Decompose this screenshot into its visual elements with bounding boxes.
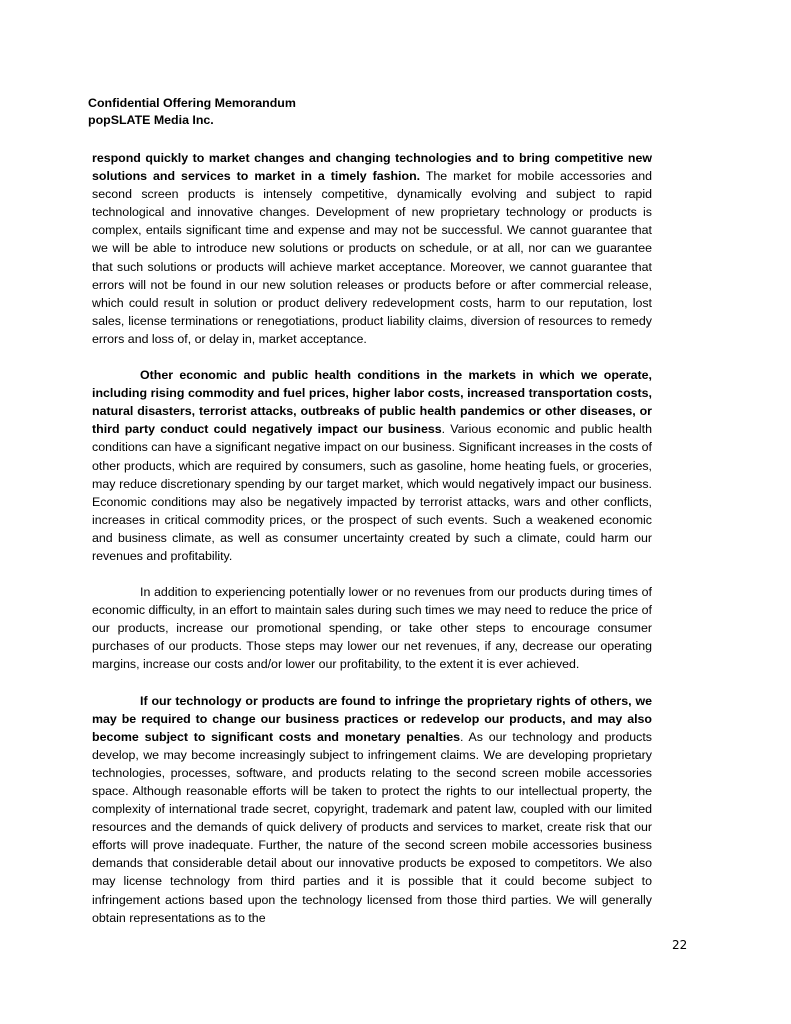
page-number: 22 (672, 938, 688, 952)
paragraph-economic-conditions (92, 366, 652, 565)
paragraph-economic-difficulty (92, 583, 652, 673)
paragraph-text: In addition to experiencing potentially lower or no revenues from our products during times of economic difficulty, in an effort to maintain sales during such times we may need to reduce the price of our products, increase our promotional spending, or take other steps to encourage consumer purchases of our products. Those steps may lower our net revenues, if any, decrease our operating margins, increase our costs and/or lower our profitability, to the extent it is ever achieved. (92, 585, 652, 672)
paragraph-lead: Other economic and public health conditions in the markets in which we operate, including rising commodity and fuel prices, higher labor costs, increased transportation costs, natural disasters, terrorist attacks, outbreaks of public health pandemics or other diseases, or third party conduct could negatively impact our business (92, 368, 652, 437)
document-header (88, 95, 296, 129)
paragraph-infringement (92, 692, 652, 927)
paragraph-text: . As our technology and products develop, we may become increasingly subject to infringement claims. We are developing proprietary technologies, processes, software, and products relating to the second screen mobile accessories space. Although reasonable efforts will be taken to protect the rights to our intellectual property, the complexity of international trade secret, copyright, trademark and patent law, coupled with our limited resources and the demands of quick delivery of products and services to market, create risk that our efforts will prove inadequate. Further, the nature of the second screen mobile accessories business demands that considerable detail about our innovative products be exposed to competitors. We also may license technology from third parties and it is possible that it could become subject to infringement actions based upon the technology licensed from those third parties. We will generally obtain representations as to the (92, 729, 652, 925)
document-body (92, 149, 652, 945)
header-title: Confidential Offering Memorandum (88, 96, 296, 110)
paragraph-market-changes (92, 149, 652, 348)
paragraph-lead: If our technology or products are found to infringe the proprietary rights of others, we may be required to change our business practices or redevelop our products, and may also become subject to significant costs and monetary penalties (92, 693, 652, 744)
paragraph-text: . Various economic and public health conditions can have a significant negative impact on our business. Significant increases in the costs of other products, which are required by consumers, such as gasoline, home heating fuels, or groceries, may reduce discretionary spending by our target market, which would negatively impact our business. Economic conditions may also be negatively impacted by terrorist attacks, wars and other conflicts, increases in critical commodity prices, or the prospect of such events. Such a weakened economic and business climate, as well as consumer uncertainty created by such a climate, could harm our revenues and profitability. (92, 422, 652, 563)
paragraph-lead: respond quickly to market changes and changing technologies and to bring competitive new solutions and services to market in a timely fashion. (92, 151, 652, 184)
header-company: popSLATE Media Inc. (88, 113, 214, 127)
paragraph-text: The market for mobile accessories and second screen products is intensely competitive, dynamically evolving and subject to rapid technological and innovative changes. Development of new proprietary technology or products is complex, entails significant time and expense and may not be successful. We cannot guarantee that we will be able to introduce new solutions or products on schedule, or at all, nor can we guarantee that such solutions or products will achieve market acceptance. Moreover, we cannot guarantee that errors will not be found in our new solution releases or products before or after commercial release, which could result in solution or product delivery redevelopment costs, harm to our reputation, lost sales, license terminations or renegotiations, product liability claims, diversion of resources to remedy errors and loss of, or delay in, market acceptance. (92, 169, 653, 346)
